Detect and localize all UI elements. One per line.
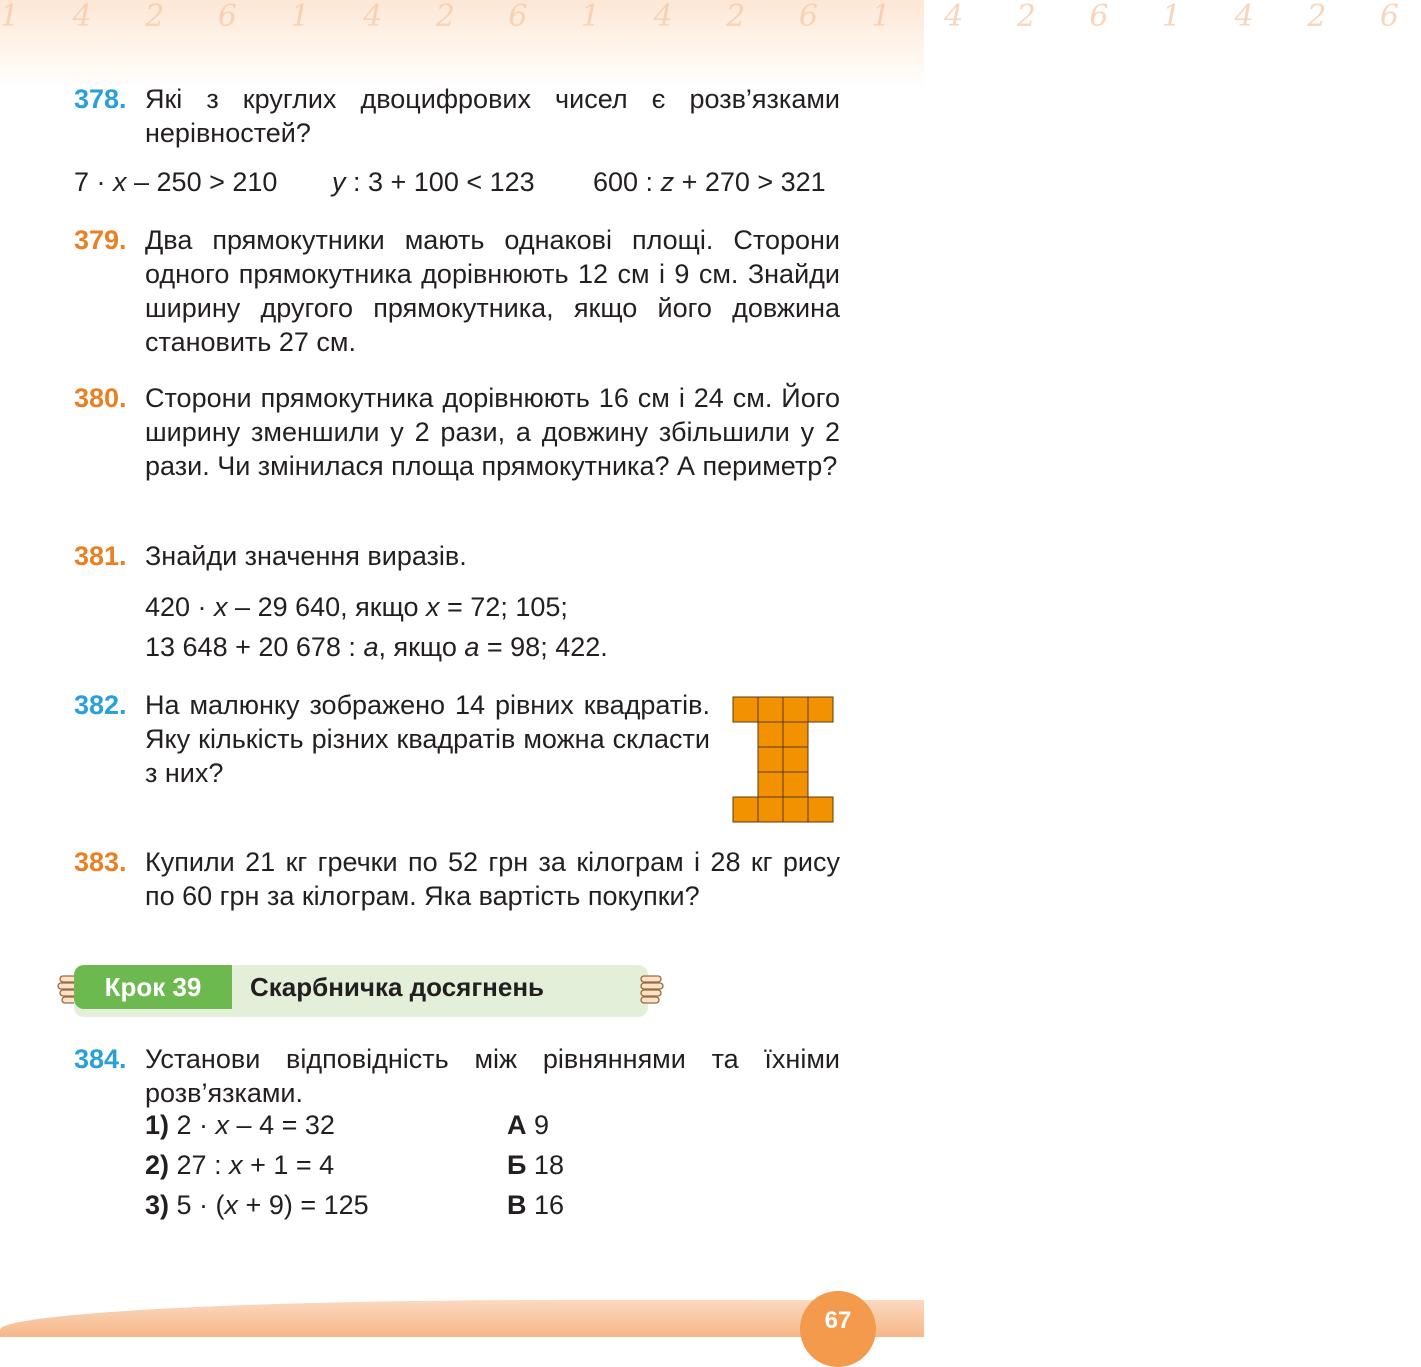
equation-row: 2) 27 : x + 1 = 4 (145, 1150, 335, 1180)
exercise-383 (74, 845, 840, 913)
equation-row: 1) 2 · x – 4 = 32 (145, 1110, 335, 1140)
figure-square (733, 797, 758, 822)
exercise-text: Купили 21 кг гречки по 52 грн за кілограм і 28 кг рису по 60 грн за кілограм. Яка вартість покупки? (145, 847, 840, 911)
exercise-number: 382. (74, 690, 127, 720)
step-label: Крок 39 (74, 965, 232, 1009)
exercise-text: Два прямокутники мають однакові площі. Сторони одного прямокутника дорівнюють 12 см і 9 см. Знайди ширину другого прямокутника, якщо його довжина становить 27 см. (145, 225, 840, 357)
exercise-number: 379. (74, 225, 127, 255)
figure-square (783, 772, 808, 797)
answer-option: В 16 (507, 1190, 565, 1220)
expression-1: 420 · x – 29 640, якщо x = 72; 105; (145, 592, 568, 622)
exercise-379 (74, 223, 840, 359)
exercise-number: 383. (74, 847, 127, 877)
page-number: 67 (800, 1291, 876, 1367)
step-title: Скарбничка досягнень (250, 972, 545, 1002)
squares-figure (733, 697, 833, 822)
bottom-decor-band (0, 1300, 924, 1337)
exercise-380 (74, 381, 840, 483)
figure-square (758, 697, 783, 722)
equation-row: 3) 5 · (x + 9) = 125 (145, 1190, 369, 1220)
figure-square (758, 722, 783, 747)
figure-square (808, 797, 833, 822)
figure-square (783, 697, 808, 722)
expression-2: 13 648 + 20 678 : a, якщо a = 98; 422. (145, 632, 608, 662)
figure-square (733, 697, 758, 722)
figure-square (783, 722, 808, 747)
exercise-text: Сторони прямокутника дорівнюють 16 см і 24 см. Його ширину зменшили у 2 рази, а довжину збільшили у 2 рази. Чи змінилася площа прямокутника? А периметр? (145, 383, 840, 481)
figure-square (758, 747, 783, 772)
exercise-text: На малюнку зображено 14 рівних квадратів. Яку кількість різних квадратів можна скласти з них? (145, 690, 710, 788)
exercise-382 (74, 688, 710, 790)
figure-square (783, 797, 808, 822)
exercise-381 (74, 539, 840, 573)
exercise-text: Знайди значення виразів. (145, 541, 467, 571)
top-decor-band (0, 0, 1421, 90)
exercise-378 (74, 82, 840, 150)
answer-option: А 9 (507, 1110, 550, 1140)
exercise-text: Які з круглих двоцифрових чисел є розв’язками нерівностей? (145, 84, 840, 148)
step-banner (74, 965, 648, 1017)
figure-square (783, 747, 808, 772)
decor-digits: 1 4 2 6 1 4 2 6 1 4 2 6 1 4 2 6 1 4 2 6 (0, 0, 1421, 34)
exercise-text: Установи відповідність між рівняннями та їхніми розв’язками. (145, 1044, 840, 1108)
figure-square (758, 772, 783, 797)
pointing-hand-icon (637, 972, 665, 1008)
inequality-3: 600 : z + 270 > 321 (593, 167, 826, 197)
matching-table (74, 1110, 840, 1240)
answer-option: Б 18 (507, 1150, 564, 1180)
exercise-384 (74, 1042, 840, 1110)
inequality-2: y : 3 + 100 < 123 (332, 167, 535, 197)
exercise-number: 384. (74, 1044, 127, 1074)
figure-square (758, 797, 783, 822)
exercise-number: 380. (74, 383, 127, 413)
exercise-number: 381. (74, 541, 127, 571)
figure-square (808, 697, 833, 722)
exercise-number: 378. (74, 84, 127, 114)
inequality-1: 7 · x – 250 > 210 (74, 167, 278, 197)
